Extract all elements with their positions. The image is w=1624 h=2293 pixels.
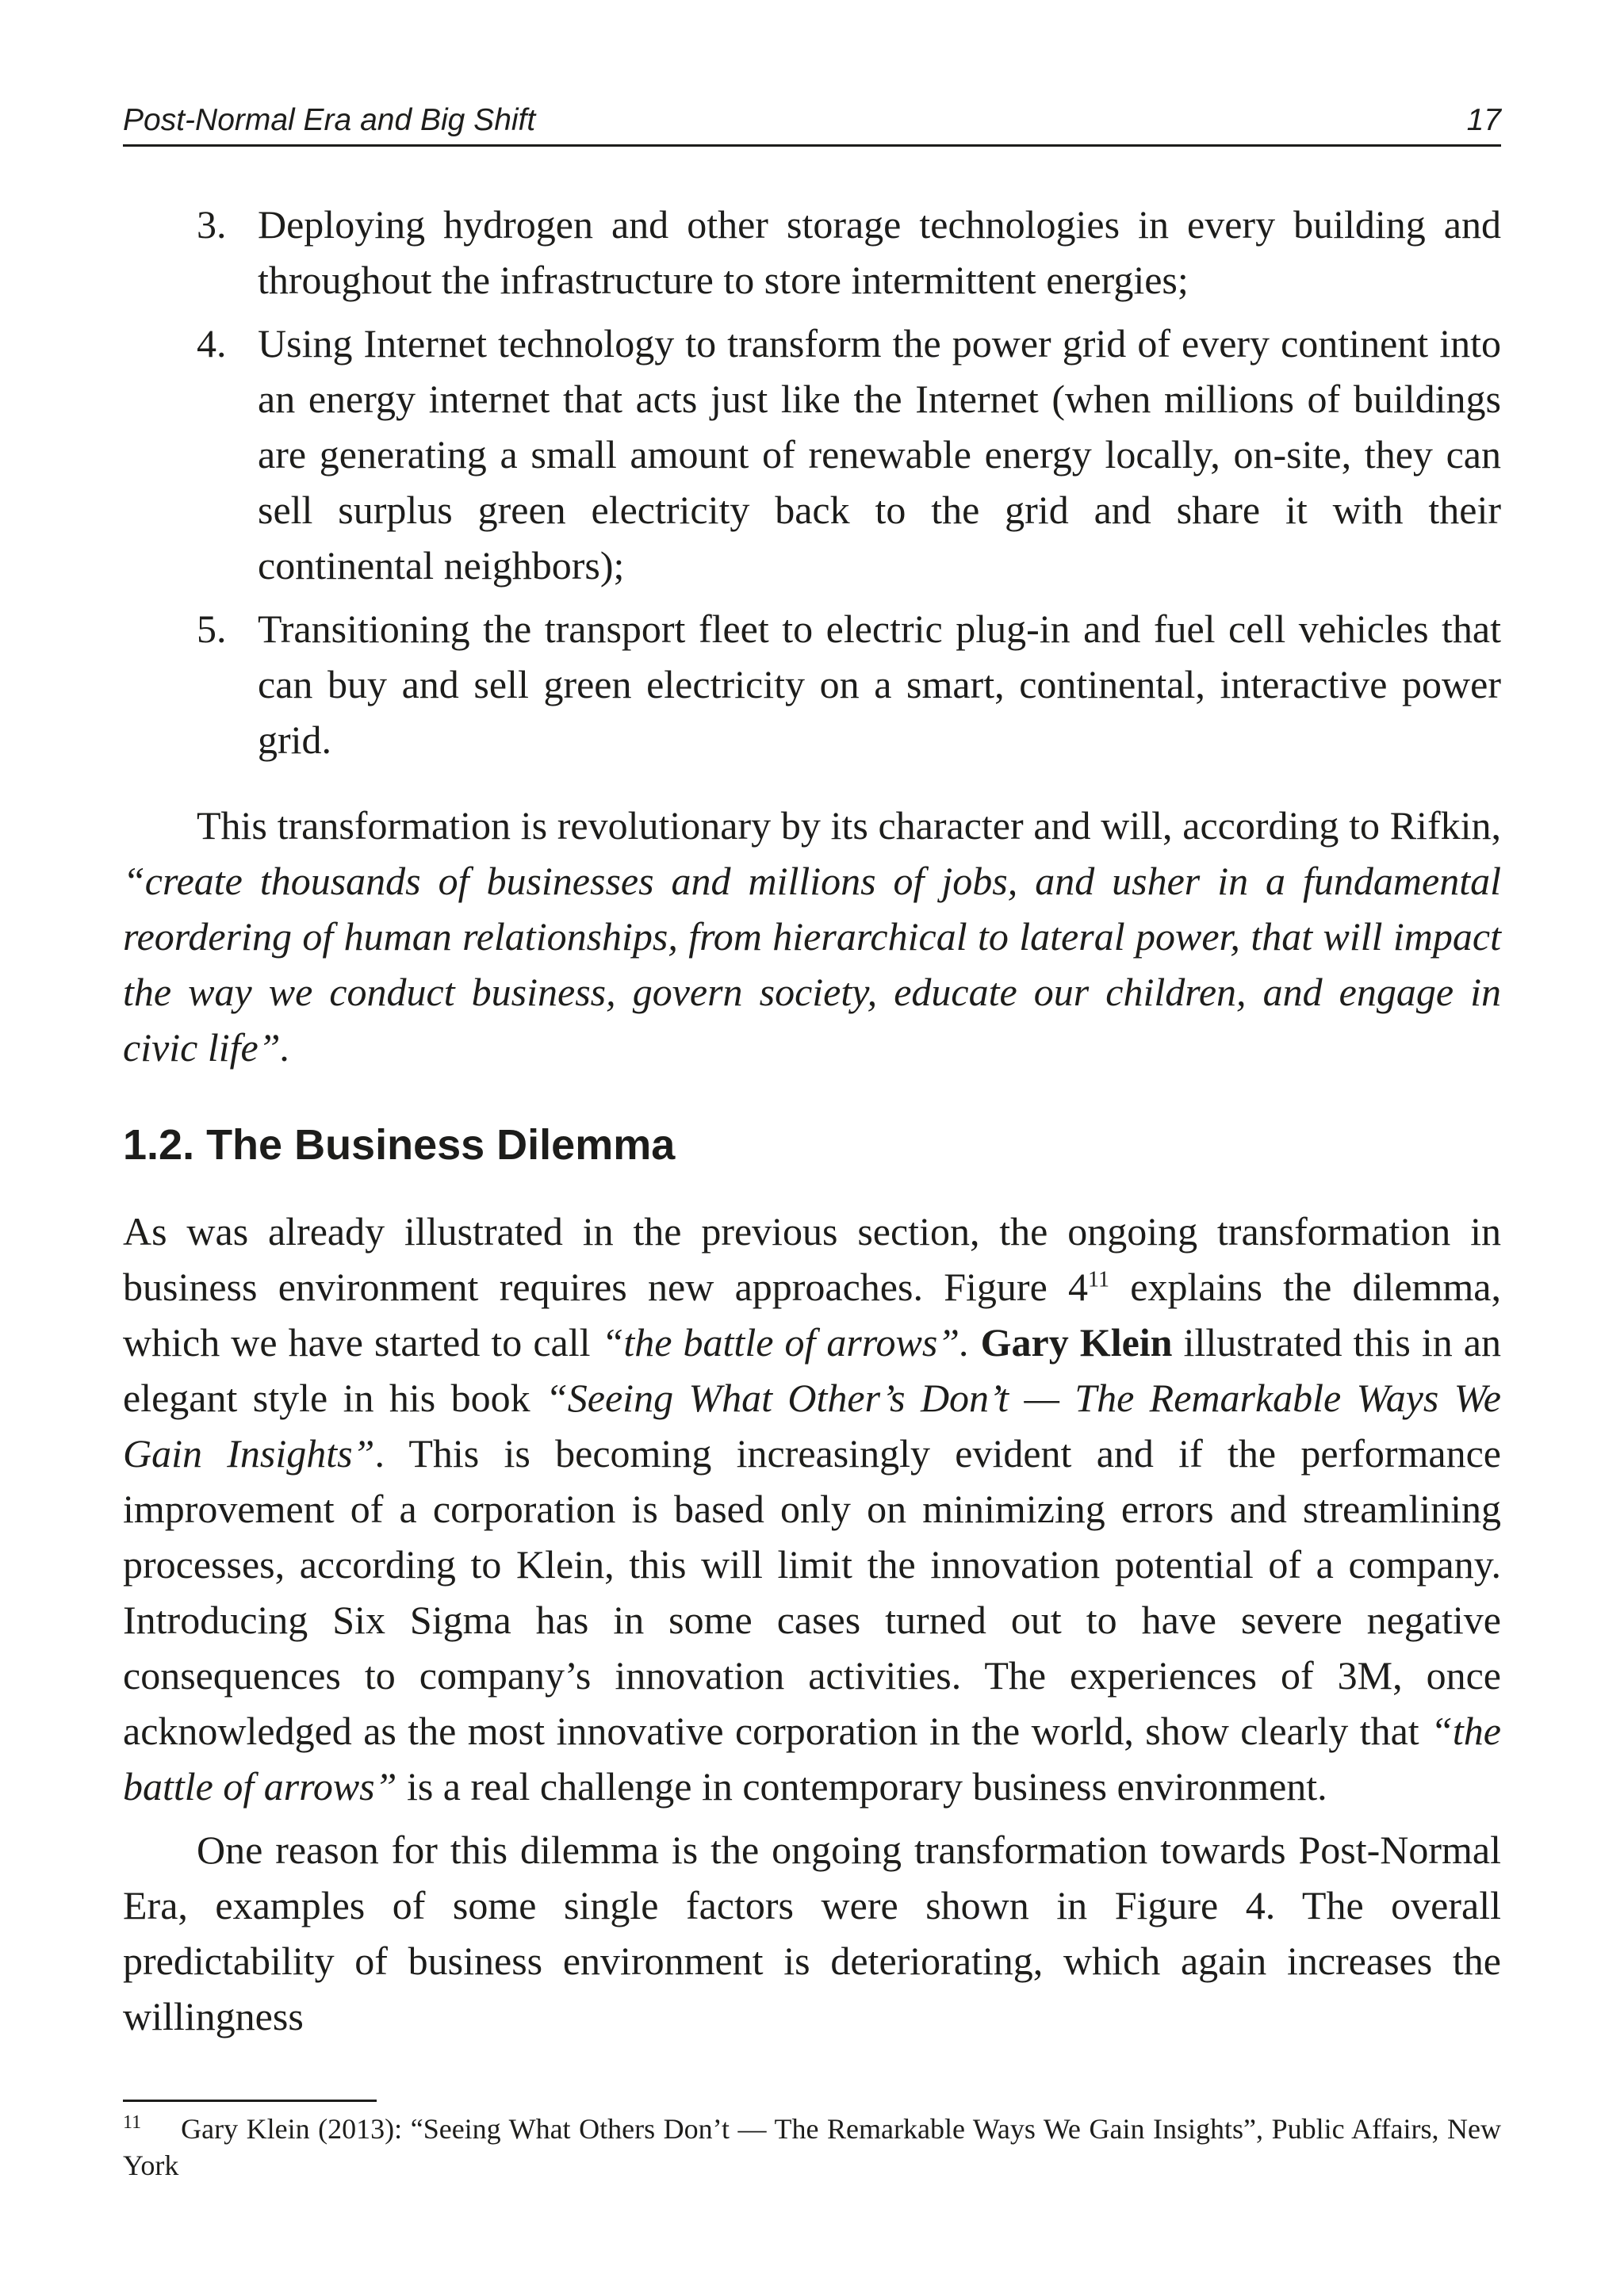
footnote-reference[interactable]: 11 [1088, 1267, 1110, 1292]
book-title: “Seeing What Other’s Don’t — The Remarkable Ways We Gain Insights” [123, 1376, 1501, 1476]
author-name: Gary Klein [980, 1320, 1173, 1365]
list-item-number: 5. [197, 607, 227, 651]
paragraph-dilemma [123, 1204, 1501, 1814]
paragraph-text: . This is becoming increasingly evident and if the performance improvement of a corporation is based only on minimizing errors and streamlining processes, according to Klein, this will limit the innovation potential of a company. Introducing Six Sigma has in some cases turned out to have severe negative consequences to company’s innovation activities. The experiences of 3M, once acknowledged as the most innovative corporation in the world, show clearly that [123, 1431, 1501, 1753]
paragraph-text: explains the dilemma, which we have started to call [123, 1265, 1501, 1365]
list-item-number: 3. [197, 202, 227, 247]
running-head [123, 101, 1501, 147]
running-head-title: Post-Normal Era and Big Shift [123, 103, 536, 137]
footnote [123, 2111, 1501, 2184]
paragraph-rifkin [123, 798, 1501, 1075]
list-item-text: Using Internet technology to transform the power grid of every continent into an energy internet that acts just like the Internet (when millions of buildings are generating a small amount of renewable energy locally, on-site, they can sell surplus green electricity back to the grid and share it with their continental neighbors); [258, 321, 1501, 588]
paragraph-text [970, 1320, 981, 1365]
paragraph-text: As was already illustrated in the previous section, the ongoing transformation in business environment requires new approaches. Figure 4 [123, 1209, 1501, 1309]
footnote-text: Gary Klein (2013): “Seeing What Others Don’t — The Remarkable Ways We Gain Insights”, Public Affairs, New York [123, 2113, 1501, 2181]
paragraph-reason: One reason for this dilemma is the ongoing transformation towards Post-Normal Era, examples of some single factors were shown in Figure 4. The overall predictability of business environment is deteriorating, which again increases the willingness [123, 1828, 1501, 2038]
list-item-text: Transitioning the transport fleet to electric plug-in and fuel cell vehicles that can buy and sell green electricity on a smart, continental, interactive power grid. [258, 607, 1501, 762]
list-item-text: Deploying hydrogen and other storage technologies in every building and throughout the infrastructure to store intermittent energies; [258, 202, 1501, 302]
numbered-list [123, 197, 1501, 768]
list-item [123, 601, 1501, 768]
paragraph-text: This transformation is revolutionary by its character and will, according to Rifkin, [197, 803, 1501, 848]
list-item [123, 316, 1501, 593]
section-heading: 1.2. The Business Dilemma [123, 1121, 676, 1169]
footnote-mark: 11 [123, 2112, 142, 2133]
italic-phrase: “the battle of arrows”. [601, 1320, 970, 1365]
paragraph-text: is a real challenge in contemporary business environment. [396, 1764, 1327, 1809]
rifkin-quote: “create thousands of businesses and millions of jobs, and usher in a fundamental reordering of human relationships, from hierarchical to lateral power, that will impact the way we conduct business, govern society, educate our children, and engage in civic life”. [123, 859, 1501, 1070]
list-item [123, 197, 1501, 308]
list-item-number: 4. [197, 321, 227, 366]
footnote-divider [123, 2100, 377, 2102]
paragraph-text: illustrated this in an elegant style in his book [123, 1320, 1502, 1420]
italic-phrase: “the battle of arrows” [123, 1709, 1501, 1809]
main-text [123, 197, 1501, 2044]
page-number: 17 [1466, 103, 1501, 137]
